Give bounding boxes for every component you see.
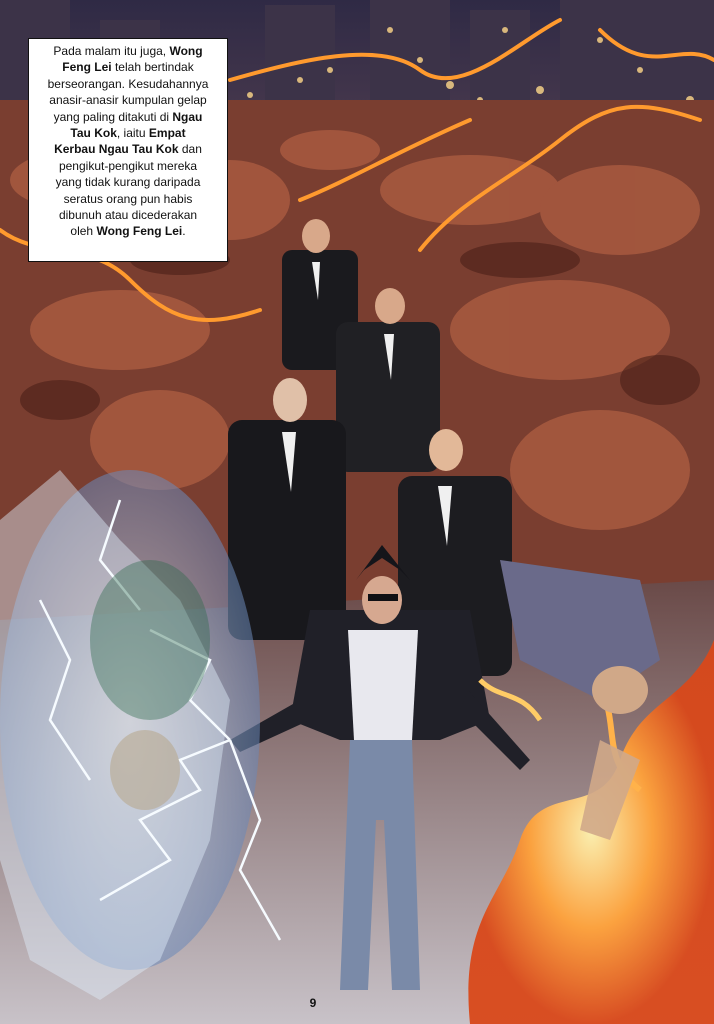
caption-line-9: yang tidak kurang daripada (55, 175, 201, 190)
caption-line-1: Pada malam itu juga, Wong (53, 44, 203, 58)
caption-line-3: berseorangan. Kesudahannya (47, 76, 209, 91)
narration-caption-box (28, 38, 228, 262)
page-number: 9 (309, 996, 317, 1010)
caption-line-10: seratus orang pun habis (63, 191, 193, 206)
caption-line-4: anasir-anasir kumpulan gelap (49, 93, 207, 108)
caption-line-11: dibunuh atau dicederakan (58, 208, 198, 223)
caption-line-12: oleh Wong Feng Lei. (70, 224, 186, 239)
caption-line-5: yang paling ditakuti di Ngau (53, 109, 203, 124)
caption-line-8: pengikut-pengikut mereka (58, 158, 198, 173)
caption-line-2: Feng Lei telah bertindak (62, 60, 194, 75)
caption-line-6: Tau Kok, iaitu Empat (70, 126, 186, 141)
caption-line-7: Kerbau Ngau Tau Kok dan (54, 142, 202, 157)
